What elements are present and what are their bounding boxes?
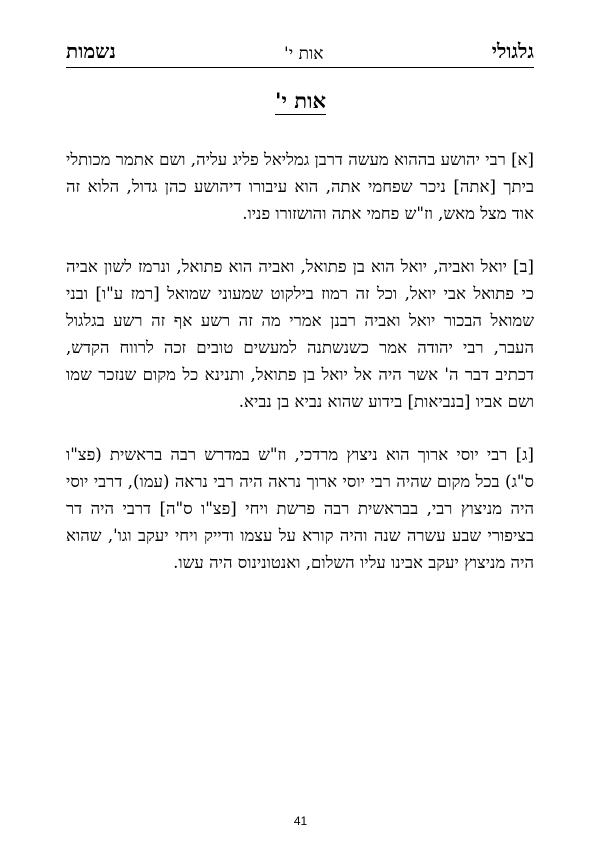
header-section-title: נשמות (66, 39, 116, 63)
page-number: 41 (293, 814, 308, 828)
running-header (66, 30, 534, 68)
paragraph-alef: [א] רבי יהושע בההוא מעשה דרבן גמליאל פליג עליה, ושם אתמר מכותלי ביתך [אתה] ניכר שפחמי אתה, הוא עיבורו דיהושע כהן גדול, הלוא זה אוד מצל מאש, וז"ש פחמי אתה והושזורו פניו. (66, 150, 534, 223)
body-text (66, 146, 534, 602)
header-book-title: גלגולי (491, 39, 534, 63)
header-chapter: אות י' (284, 44, 324, 64)
paragraph-gimel: [ג] רבי יוסי ארוך הוא ניצוץ מרדכי, וז"ש במדרש רבה בראשית (פצ"ו ס"ג) בכל מקום שהיה רבי יוסי ארוך נראה היה רבי נראה (עמו), דרבי יוסי היה מניצוץ רבי, בבראשית רבה פרשת ויחי [פצ"ו ס"ה] דרבי היה דר בציפורי שבע עשרה שנה והיה קורא על עצמו ודייק ויחי יעקב וגו', שהוא היה מניצוץ יעקב אבינו עליו השלום, ואנטונינוס היה עשו. (66, 445, 534, 572)
paragraph-bet: [ב] יואל ואביה, יואל הוא בן פתואל, ואביה הוא פתואל, ונרמז לשון אביה כי פתואל אבי יואל, וכל זה רמוז בילקוט שמעוני שמואל [רמז ע"ו] ובני שמואל הבכור יואל ואביה רבנן אמרי מה זה רשע אף זה רשע בגלגול העבר, רבי יהודה אמר כשנשתנה למעשים טובים זכה לרווח הקדש, דכתיב דבר ה' אשר היה אל יואל בן פתואל, ותנינא כל מקום שנזכר שמו ושם אביו [בנביאות] בידוע שהוא נביא בן נביא. (66, 257, 534, 411)
chapter-title (0, 88, 601, 114)
chapter-title-text: אות י' (275, 88, 326, 113)
